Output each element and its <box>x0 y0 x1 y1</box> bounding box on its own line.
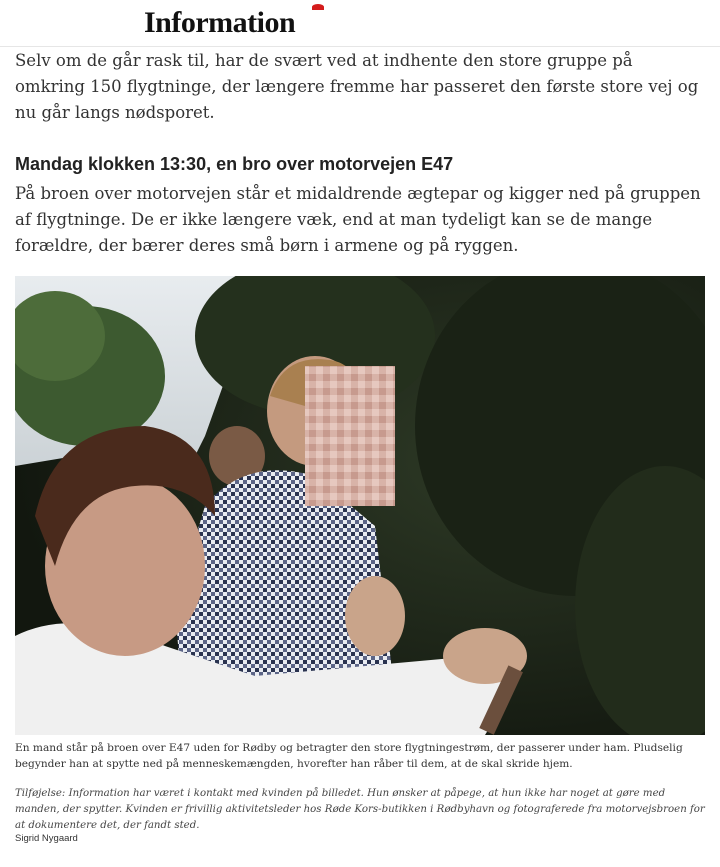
article-body <box>15 46 705 259</box>
photo-note: Tilføjelse: Information har været i kontakt med kvinden på billedet. Hun ønsker at påpege, at hun ikke har noget at gøre med manden, der spytter. Kvinden er frivillig aktivitetsleder hos Røde Kors-butikken i Rødbyhavn og fotograferede fra motorvejsbroen for at dokumentere det, der fandt sted. <box>15 788 705 831</box>
site-logo[interactable]: Information <box>144 6 296 39</box>
masthead <box>0 0 720 47</box>
article-subheading: Mandag klokken 13:30, en bro over motorvejen E47 <box>15 154 454 174</box>
logo-accent-icon <box>312 4 324 10</box>
photo-credit: Sigrid Nygaard <box>15 833 78 844</box>
article-paragraph: Selv om de går rask til, har de svært ved at indhente den store gruppe på omkring 150 flygtninge, der længere fremme har passeret den første store vej og nu går langs nødsporet. <box>15 51 699 122</box>
article-photo[interactable] <box>15 276 705 735</box>
article-paragraph: På broen over motorvejen står et midaldrende ægtepar og kigger ned på gruppen af flygtninge. De er ikke længere væk, end at man tydeligt kan se de mange forældre, der bærer deres små børn i armene og på ryggen. <box>15 184 701 255</box>
photo-caption: En mand står på broen over E47 uden for Rødby og betragter den store flygtningestrøm, der passerer under ham. Pludselig begynder han at spytte ned på menneskemængden, hvorefter han råber til dem, at de skal skride hjem. <box>15 742 683 770</box>
photo-illustration <box>15 276 705 735</box>
